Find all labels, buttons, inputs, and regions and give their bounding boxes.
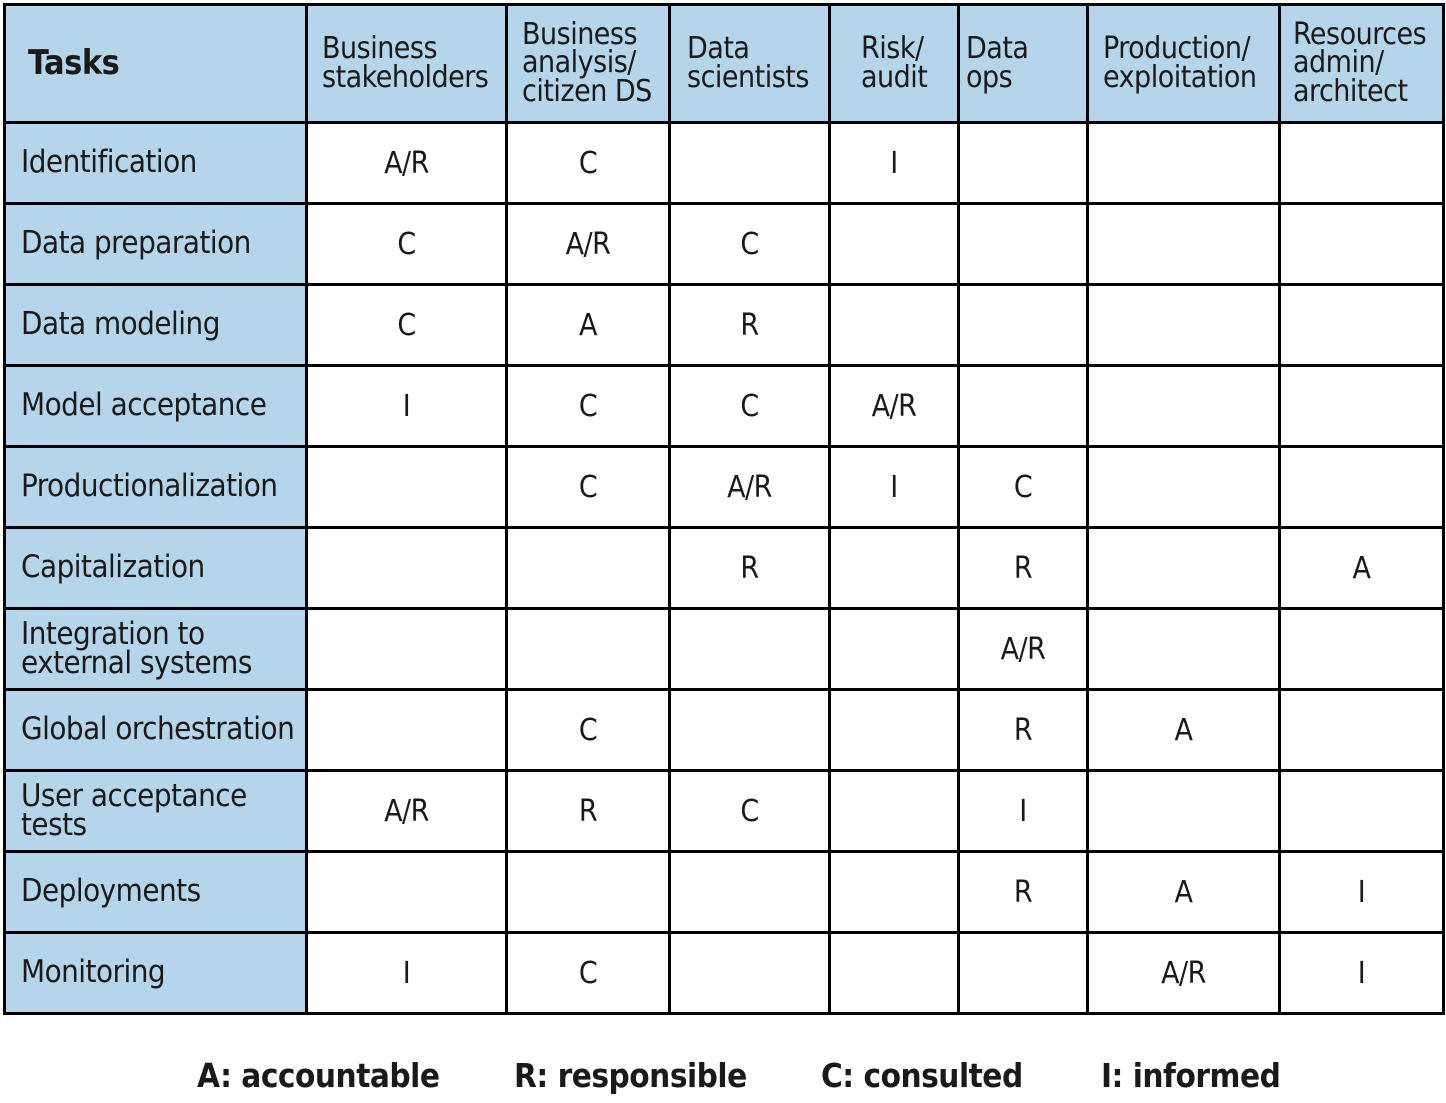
raci-cell xyxy=(307,447,507,528)
raci-cell xyxy=(307,528,507,609)
table-row xyxy=(5,690,1444,771)
raci-cell: R xyxy=(670,528,830,609)
raci-cell xyxy=(307,690,507,771)
task-name-cell: Model acceptance xyxy=(5,366,307,447)
raci-cell xyxy=(1088,528,1280,609)
task-name-cell: Integration to external systems xyxy=(5,609,307,690)
raci-cell xyxy=(507,528,670,609)
raci-cell xyxy=(830,285,959,366)
raci-cell xyxy=(1280,285,1444,366)
raci-cell xyxy=(830,690,959,771)
raci-cell: C xyxy=(670,204,830,285)
raci-cell: C xyxy=(670,366,830,447)
raci-cell xyxy=(1088,204,1280,285)
table-row xyxy=(5,609,1444,690)
raci-cell: I xyxy=(307,366,507,447)
table-row xyxy=(5,933,1444,1014)
raci-cell xyxy=(507,852,670,933)
raci-cell xyxy=(959,204,1088,285)
table-body xyxy=(5,123,1444,1014)
raci-cell xyxy=(959,933,1088,1014)
raci-cell: C xyxy=(507,123,670,204)
raci-cell: A/R xyxy=(307,123,507,204)
task-name-cell: User acceptance tests xyxy=(5,771,307,852)
legend-item-accountable: A: accountable xyxy=(197,1056,440,1095)
raci-cell: A xyxy=(507,285,670,366)
raci-cell: R xyxy=(959,690,1088,771)
role-column-header: Business stakeholders xyxy=(307,5,507,123)
raci-cell xyxy=(1088,609,1280,690)
role-column-header: Production/ exploitation xyxy=(1088,5,1280,123)
task-name-cell: Deployments xyxy=(5,852,307,933)
role-column-header: Data scientists xyxy=(670,5,830,123)
task-name-cell: Identification xyxy=(5,123,307,204)
raci-cell xyxy=(1088,771,1280,852)
raci-cell: C xyxy=(307,285,507,366)
raci-cell xyxy=(670,852,830,933)
table-row xyxy=(5,447,1444,528)
raci-cell: C xyxy=(507,447,670,528)
raci-cell xyxy=(959,366,1088,447)
table-row xyxy=(5,366,1444,447)
raci-cell xyxy=(830,609,959,690)
raci-cell: A/R xyxy=(670,447,830,528)
raci-cell xyxy=(1280,123,1444,204)
raci-cell: I xyxy=(830,123,959,204)
table-row xyxy=(5,123,1444,204)
raci-cell xyxy=(1280,771,1444,852)
raci-cell: R xyxy=(670,285,830,366)
task-name-cell: Data modeling xyxy=(5,285,307,366)
raci-cell: C xyxy=(670,771,830,852)
raci-cell xyxy=(1280,447,1444,528)
table-row xyxy=(5,204,1444,285)
raci-cell: I xyxy=(1280,852,1444,933)
raci-cell xyxy=(670,609,830,690)
raci-cell xyxy=(670,690,830,771)
tasks-column-header: Tasks xyxy=(5,5,307,123)
legend-item-consulted: C: consulted xyxy=(821,1056,1023,1095)
table-row xyxy=(5,528,1444,609)
raci-cell xyxy=(1280,690,1444,771)
raci-cell: R xyxy=(507,771,670,852)
legend-item-responsible: R: responsible xyxy=(514,1056,747,1095)
task-name-cell: Productionalization xyxy=(5,447,307,528)
raci-cell: C xyxy=(507,690,670,771)
role-column-header: Data ops xyxy=(959,5,1088,123)
raci-cell xyxy=(830,771,959,852)
role-column-header: Business analysis/ citizen DS xyxy=(507,5,670,123)
raci-cell: C xyxy=(307,204,507,285)
task-name-cell: Data preparation xyxy=(5,204,307,285)
raci-cell: A/R xyxy=(307,771,507,852)
raci-matrix-table xyxy=(3,3,1445,1015)
raci-cell: I xyxy=(959,771,1088,852)
raci-cell xyxy=(670,933,830,1014)
raci-cell xyxy=(1088,285,1280,366)
raci-cell xyxy=(507,609,670,690)
raci-cell xyxy=(1280,609,1444,690)
raci-cell xyxy=(830,528,959,609)
raci-cell: A/R xyxy=(1088,933,1280,1014)
raci-cell: C xyxy=(507,366,670,447)
raci-cell xyxy=(830,933,959,1014)
raci-cell: I xyxy=(830,447,959,528)
raci-cell: A/R xyxy=(959,609,1088,690)
raci-cell: A/R xyxy=(507,204,670,285)
table-header xyxy=(5,5,1444,123)
raci-cell xyxy=(1280,204,1444,285)
role-column-header: Risk/ audit xyxy=(830,5,959,123)
raci-cell: A xyxy=(1088,852,1280,933)
table-row xyxy=(5,771,1444,852)
raci-cell: R xyxy=(959,528,1088,609)
task-name-cell: Global orchestration xyxy=(5,690,307,771)
raci-cell xyxy=(1088,123,1280,204)
raci-cell xyxy=(830,204,959,285)
raci-cell xyxy=(1088,447,1280,528)
task-name-cell: Capitalization xyxy=(5,528,307,609)
table-row xyxy=(5,852,1444,933)
raci-cell: A xyxy=(1088,690,1280,771)
raci-cell: C xyxy=(959,447,1088,528)
raci-cell xyxy=(307,852,507,933)
role-column-header: Resources admin/ architect xyxy=(1280,5,1444,123)
raci-cell xyxy=(670,123,830,204)
raci-cell xyxy=(1088,366,1280,447)
raci-cell: I xyxy=(307,933,507,1014)
raci-cell: A xyxy=(1280,528,1444,609)
task-name-cell: Monitoring xyxy=(5,933,307,1014)
raci-cell xyxy=(959,285,1088,366)
raci-cell xyxy=(1280,366,1444,447)
legend xyxy=(0,1052,1446,1102)
raci-cell xyxy=(307,609,507,690)
legend-item-informed: I: informed xyxy=(1101,1056,1281,1095)
raci-cell: A/R xyxy=(830,366,959,447)
raci-cell: R xyxy=(959,852,1088,933)
raci-cell xyxy=(830,852,959,933)
table-row xyxy=(5,285,1444,366)
raci-cell: C xyxy=(507,933,670,1014)
header-row xyxy=(5,5,1444,123)
raci-cell xyxy=(959,123,1088,204)
raci-cell: I xyxy=(1280,933,1444,1014)
